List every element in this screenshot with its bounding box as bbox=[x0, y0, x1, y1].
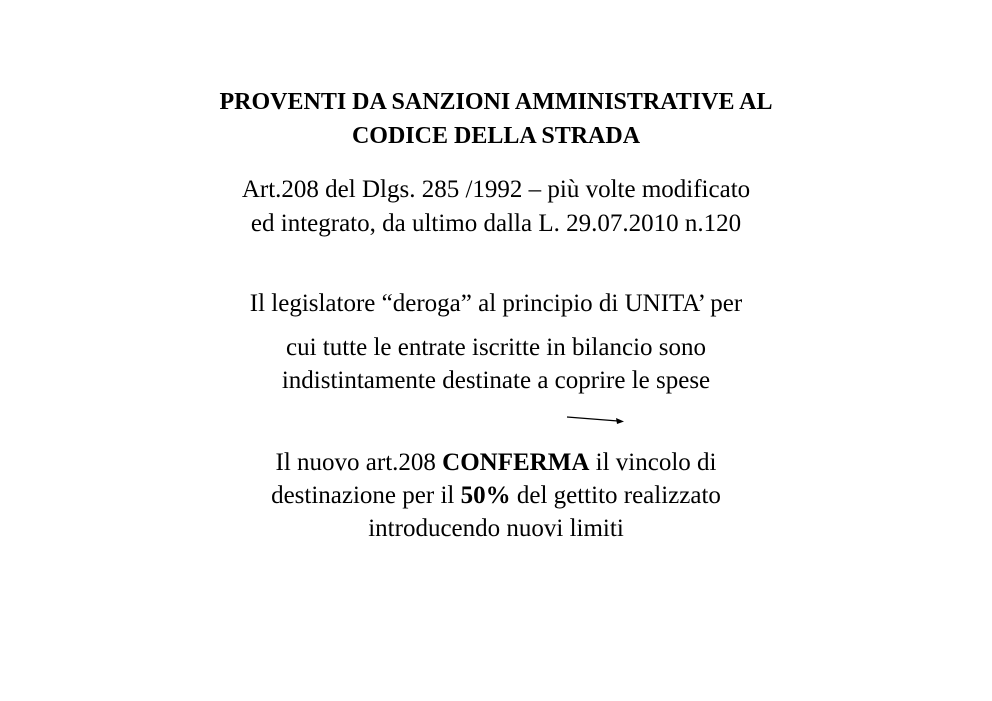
title-line-1: PROVENTI DA SANZIONI AMMINISTRATIVE AL bbox=[219, 89, 773, 115]
derogation-line-1: Il legislatore “deroga” al principio di UNITA’ per bbox=[249, 290, 743, 317]
confirmation-line-2 bbox=[0, 483, 992, 508]
confirmation-percentage: 50% bbox=[460, 482, 511, 509]
title-line-2: CODICE DELLA STRADA bbox=[351, 123, 641, 149]
confirmation-text: del gettito realizzato bbox=[510, 482, 721, 509]
confirmation-line-3: introducendo nuovi limiti bbox=[368, 515, 624, 542]
derogation-line-3: indistintamente destinate a coprire le spese bbox=[281, 367, 711, 394]
confirmation-text: destinazione per il bbox=[271, 482, 461, 509]
right-arrow-icon bbox=[566, 412, 626, 426]
confirmation-text: il vincolo di bbox=[589, 449, 717, 476]
confirmation-text: Il nuovo art.208 bbox=[275, 449, 443, 476]
confirmation-line-1 bbox=[0, 450, 992, 475]
derogation-line-2: cui tutte le entrate iscritte in bilancio sono bbox=[285, 334, 706, 361]
reference-line-1: Art.208 del Dlgs. 285 /1992 – più volte modificato bbox=[241, 176, 751, 203]
confirmation-emphasis: CONFERMA bbox=[442, 449, 590, 476]
reference-line-2: ed integrato, da ultimo dalla L. 29.07.2010 n.120 bbox=[250, 210, 742, 237]
